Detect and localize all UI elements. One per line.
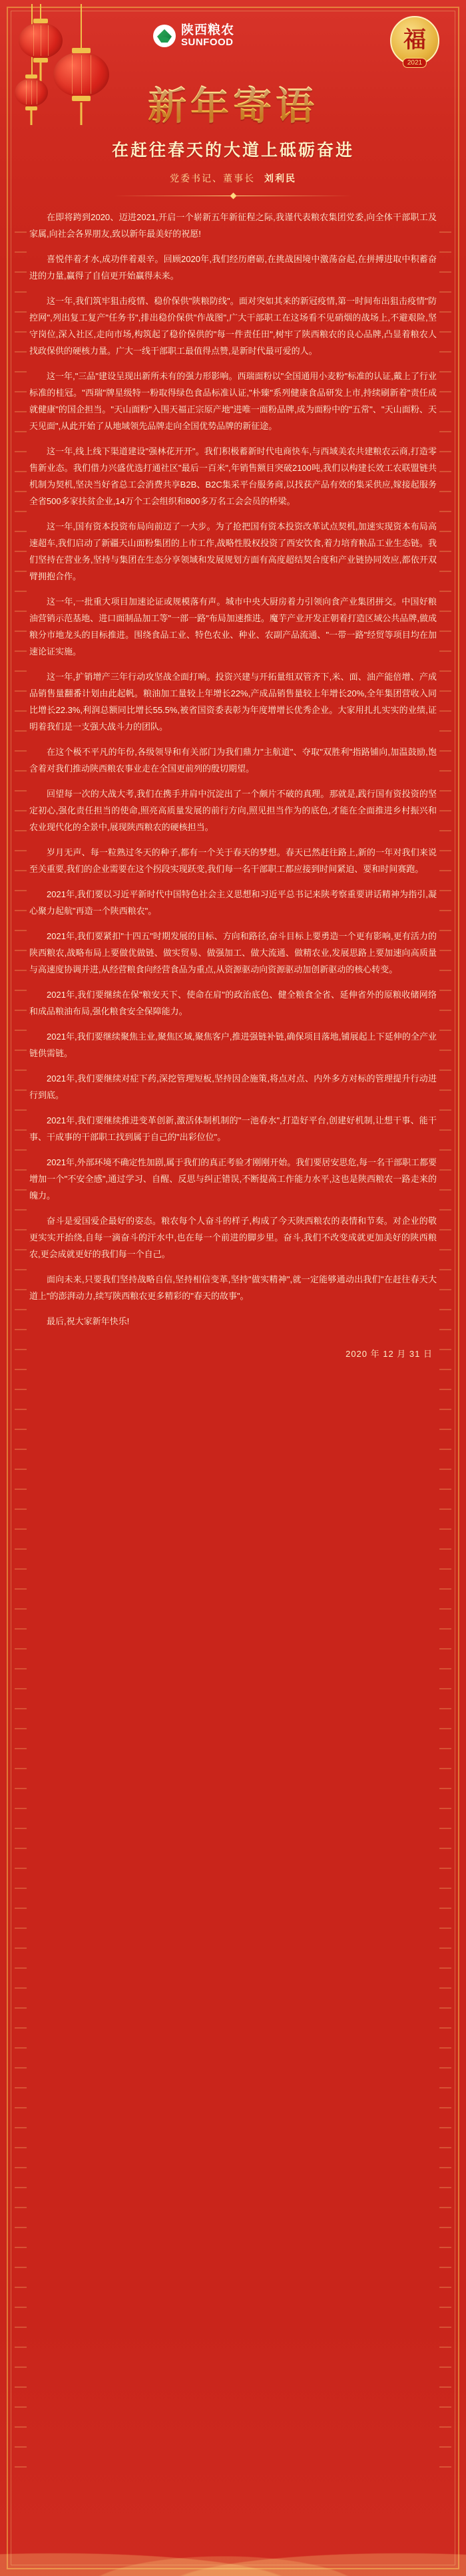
brand-name-en: SUNFOOD xyxy=(181,36,234,48)
paragraph: 最后,祝大家新年快乐! xyxy=(47,1316,130,1326)
page-title: 新年寄语 xyxy=(141,74,325,130)
paragraph: 在这个极不平凡的年份,各级领导和有关部门为我们鼎力"主航道"、夺取"双胜利"指路铺向,加温鼓励,饱含着对我们推动陕西粮农事业走在全国更前列的殷切期望。 xyxy=(29,747,437,774)
paragraph: 这一年,一批重大项目加速论证或规模落有声。城市中央大厨房着力引领向食产业集团拼交。中国好粮油营销示范基地、进口面制品加工等"一部一路"布局加速推进。魔芋产业开发正朝着打造区域公共品牌,做成粮分市地龙头的目标推进。围绕食品工业、特色农业、种业、农副产品流通、"一带一路"经贸等项目均在加速论证实施。 xyxy=(29,597,437,656)
paragraph: 回望每一次的大战大考,我们在携手并肩中沉淀出了一个颇片不破的真理。那就是,践行国有资投资的坚定初心,强化责任担当的使命,照亮高质量发展的前行方向,照见担当作为的底色,才能在全面推进乡村振兴和农业现代化的全景中,展现陕西粮农的硬核担当。 xyxy=(29,789,437,832)
fu-character: 福 xyxy=(403,28,426,53)
paragraph: 喜悦伴着才水,成功伴着艰辛。回顾2020年,我们经历磨砺,在挑战困境中激荡奋起,在拼搏进取中积蓄奋进的力量,赢得了自信更开始赢得未来。 xyxy=(29,254,437,281)
page-subtitle: 在赶往春天的大道上砥砺奋进 xyxy=(111,142,354,160)
paragraph: 这一年,我们筑牢狙击疫情、稳价保供"陕粮防线"。面对突如其来的新冠疫情,第一时间布出狙击疫情"防控网",列出复工复产"任务书",排出稳价保供"作战图",广大干部职工在这场看不见硝烟的战场上,不避艰险,坚守岗位,深入社区,走向市场,构筑起了稳价保供的"每一件责任田",树牢了陕西粮农的良心品牌,凸显着粮农人找政保供的硬核力量。广大一线干部职工最值得点赞,是新时代最可爱的人。 xyxy=(29,296,437,356)
paragraph: 2021年,我们要继续推进变革创新,激活体制机制的"一池春水",打造好平台,创建好机制,让想干事、能干事、干成事的干部职工找到属于自己的"出彩位位"。 xyxy=(29,1115,437,1142)
title-block xyxy=(0,74,466,196)
signoff-date: 2020 年 12 月 31 日 xyxy=(346,1349,433,1359)
byline-name: 刘利民 xyxy=(264,173,296,184)
brand-name-cn: 陕西粮农 xyxy=(181,23,235,37)
paragraph: 2021年,我们要继续在保"粮安天下、使命在肩"的政治底色、健全粮食全省、延伸省外的原粮收储网络和成品粮油布局,强化粮食安全保障能力。 xyxy=(29,990,437,1016)
left-decoration xyxy=(15,213,27,2474)
paragraph: 这一年,"三品"建设呈现出新所未有的强力形影响。西瑞面粉以"全国通用小麦粉"标准的认证,戴上了行业标准的桂冠。"西瑞"牌星级特一粉取得绿色食品标准认证,"朴臻"系列健康食品研发上市,持续刷新着"责任成就健康"的国企担当。"天山面粉"入围天福正宗原产地"进唯一面粉品牌,成为面粉中的"五常"、"天山面粉、天天见面",从此开始了从地域领先品牌走向全国优势品牌的新征途。 xyxy=(29,371,437,431)
paragraph: 2021年,外部环境不确定性加剧,属于我们的真正考验才刚刚开始。我们要居安思危,每一名干部职工都要增加一个"不安全感",通过学习、自醒、反思与纠正错误,不断提高工作能力水平,这也是陕西粮农一路走来的魄力。 xyxy=(29,1157,437,1201)
paragraph: 在即将跨到2020、迈进2021,开启一个崭新五年新征程之际,我谨代表粮农集团党委,向全体干部职工及家属,向社会各界朋友,致以新年最美好的祝愿! xyxy=(29,212,437,239)
lantern-string xyxy=(81,4,82,55)
paragraph: 这一年,扩销增产三年行动攻坚战全面打响。投资兴建与开拓量组双管齐下,米、面、油产能倍增、产成品销售量翻番计划由此起帆。粮油加工量较上年增长22%,产成品销售量较上年增长20%,全年集团营收入同比增长22.3%,利润总额同比增长55.5%,被省国资委表彰为年度增增长优秀企业。大家用扎扎实实的业绩,证明着我们是一支强大战斗力的团队。 xyxy=(29,672,437,732)
paragraph: 2021年,我们要继续对症下药,深挖管理短板,坚持因企施策,将点对点、内外多方对标的管理提升行动进行到底。 xyxy=(29,1073,437,1100)
article-body xyxy=(29,200,437,1386)
footer-decoration xyxy=(0,2529,466,2576)
paragraph: 这一年,线上线下渠道建设"强林花开开"。我们积极蓄新时代电商快车,与西域美农共建粮农云商,打造零售新业态。我们借力兴盛优选打通社区"最后一百米",年销售额目突破2100吨,我们以构建长效工农联盟链共机制为契机,坚决当好省总工会消费共享B2B、B2C集采平台服务商,以找获产品有效的集采供应,嫁接起服务全省500多家扶贫企业,14万个工会组织和800多万名工会会员的桥梁。 xyxy=(29,446,437,506)
lantern-icon xyxy=(19,23,63,59)
paragraph: 奋斗是爱国爱企最好的姿态。粮农每个人奋斗的样子,构成了今天陕西粮农的表情和节奏。对企业的敬更实实开抬绕,自每一滴奋斗的汗水中,也在每一个前进的脚步里。奋斗,我们不改变成就更加美好的陕西粮农,更会成就更好的我们每一个自己。 xyxy=(29,1216,437,1259)
poster-header xyxy=(0,0,466,200)
paragraph: 这一年,国有资本投资布局向前迈了一大步。为了抢把国有资本投资改革试点契机,加速实现资本布局高速超车,我们启动了新疆天山面粉集团的上市工作,战略性股权投资了西安饮食,着力培育粮品工业生态链。我们坚持在营业务,坚持与集团在生态分享领域和发展规划方面有高度超结契合度和产业链协同效应,都依开双臂拥抱合作。 xyxy=(29,521,437,581)
sunfood-leaf-icon xyxy=(153,25,176,47)
brand-logo xyxy=(153,24,234,48)
paragraph: 2021年,我们要紧扣"十四五"时期发展的目标、方向和路径,奋斗目标上要勇造一个更有影响,更有活力的陕西粮农,战略布局上要做优做链、做实贸易、做强加工、做大流通、做精农业,发展思路上要加速向高质量与高速度协调并进,从经营粮食向经营食品为重点,从资源驱动向资源驱动加创新驱动的核心转变。 xyxy=(29,931,437,974)
byline xyxy=(0,172,466,185)
paragraph: 岁月无声、每一粒熟过冬天的种子,都有一个关于春天的梦想。春天已然赶往路上,新的一年对我们来说至关重要,我们的企业需要在这个拐段实现跃变,我们每一名干部职工都应接到时间紧迫、要和时间赛跑。 xyxy=(29,847,437,874)
paragraph: 2021年,我们要以习近平新时代中国特色社会主义思想和习近平总书记来陕考察重要讲话精神为指引,凝心聚力起航"再造一个陕西粮农"。 xyxy=(29,889,437,916)
byline-role: 党委书记、董事长 xyxy=(170,173,255,184)
paragraph: 2021年,我们要继续聚焦主业,聚焦区域,聚焦客户,推进强链补链,确保项目落地,铺展起上下延伸的全产业链供需链。 xyxy=(29,1032,437,1058)
right-decoration xyxy=(439,213,451,2474)
year-badge: 2021 xyxy=(403,58,427,68)
paragraph: 面向未来,只要我们坚持战略自信,坚持相信变革,坚持"做实精神",就一定能够通动出我们"在赶往春天大道上"的澎湃动力,续写陕西粮农更多精彩的"春天的故事"。 xyxy=(29,1274,437,1301)
fu-seal xyxy=(390,16,439,65)
